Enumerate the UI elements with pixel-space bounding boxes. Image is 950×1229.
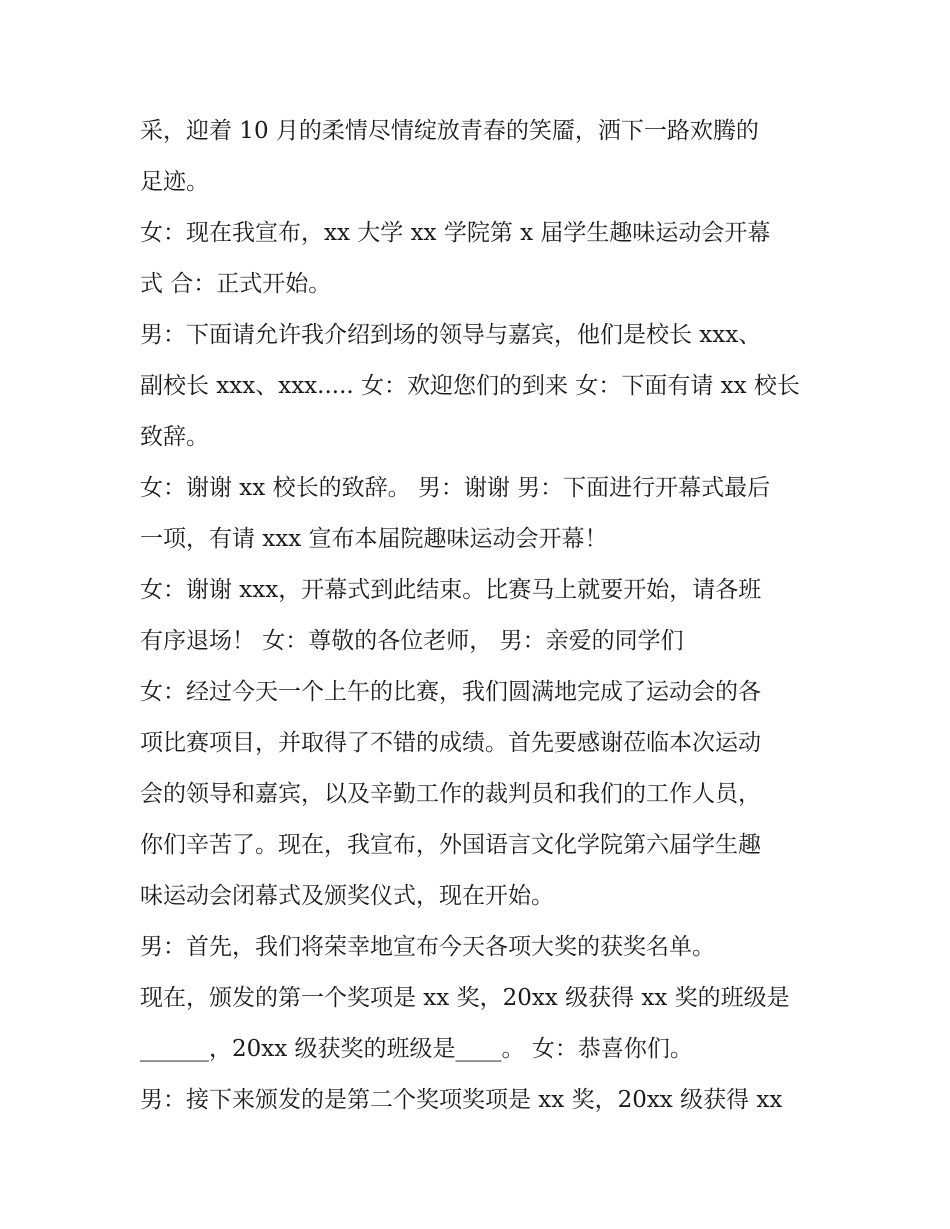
text-line: 味运动会闭幕式及颁奖仪式，现在开始。: [140, 883, 554, 909]
text-line: 式 合：正式开始。: [140, 271, 332, 297]
text-line: 男：下面请允许我介绍到场的领导与嘉宾，他们是校长 xxx、: [140, 322, 762, 348]
text-line: 女：经过今天一个上午的比赛，我们圆满地完成了运动会的各: [140, 679, 761, 705]
text-line: 有序退场！ 女：尊敬的各位老师， 男：亲爱的同学们: [140, 628, 684, 654]
text-line: 女：谢谢 xxx，开幕式到此结束。比赛马上就要开始，请各班: [140, 577, 762, 603]
document-body: [140, 106, 820, 1126]
text-line: 你们辛苦了。现在，我宣布，外国语言文化学院第六届学生趣: [140, 832, 761, 858]
text-line: 男：首先，我们将荣幸地宣布今天各项大奖的获奖名单。: [140, 934, 715, 960]
text-line: 男：接下来颁发的是第二个奖项奖项是 xx 奖，20xx 级获得 xx: [140, 1087, 783, 1113]
text-line: 致辞。: [140, 424, 209, 450]
text-line: 采，迎着 10 月的柔情尽情绽放青春的笑靥，洒下一路欢腾的: [140, 118, 759, 144]
text-line: 现在，颁发的第一个奖项是 xx 奖，20xx 级获得 xx 奖的班级是: [140, 985, 790, 1011]
text-line: 一项，有请 xxx 宣布本届院趣味运动会开幕！: [140, 526, 608, 552]
text-line: 女：谢谢 xx 校长的致辞。 男：谢谢 男：下面进行开幕式最后: [140, 475, 771, 501]
text-line: 项比赛项目，并取得了不错的成绩。首先要感谢莅临本次运动: [140, 730, 761, 756]
text-line: ______，20xx 级获奖的班级是____。 女：恭喜你们。: [140, 1036, 693, 1062]
text-line: 会的领导和嘉宾，以及辛勤工作的裁判员和我们的工作人员，: [140, 781, 761, 807]
text-line: 副校长 xxx、xxx..... 女：欢迎您们的到来 女：下面有请 xx 校长: [140, 373, 800, 399]
text-line: 足迹。: [140, 169, 209, 195]
text-line: 女：现在我宣布，xx 大学 xx 学院第 x 届学生趣味运动会开幕: [140, 220, 771, 246]
